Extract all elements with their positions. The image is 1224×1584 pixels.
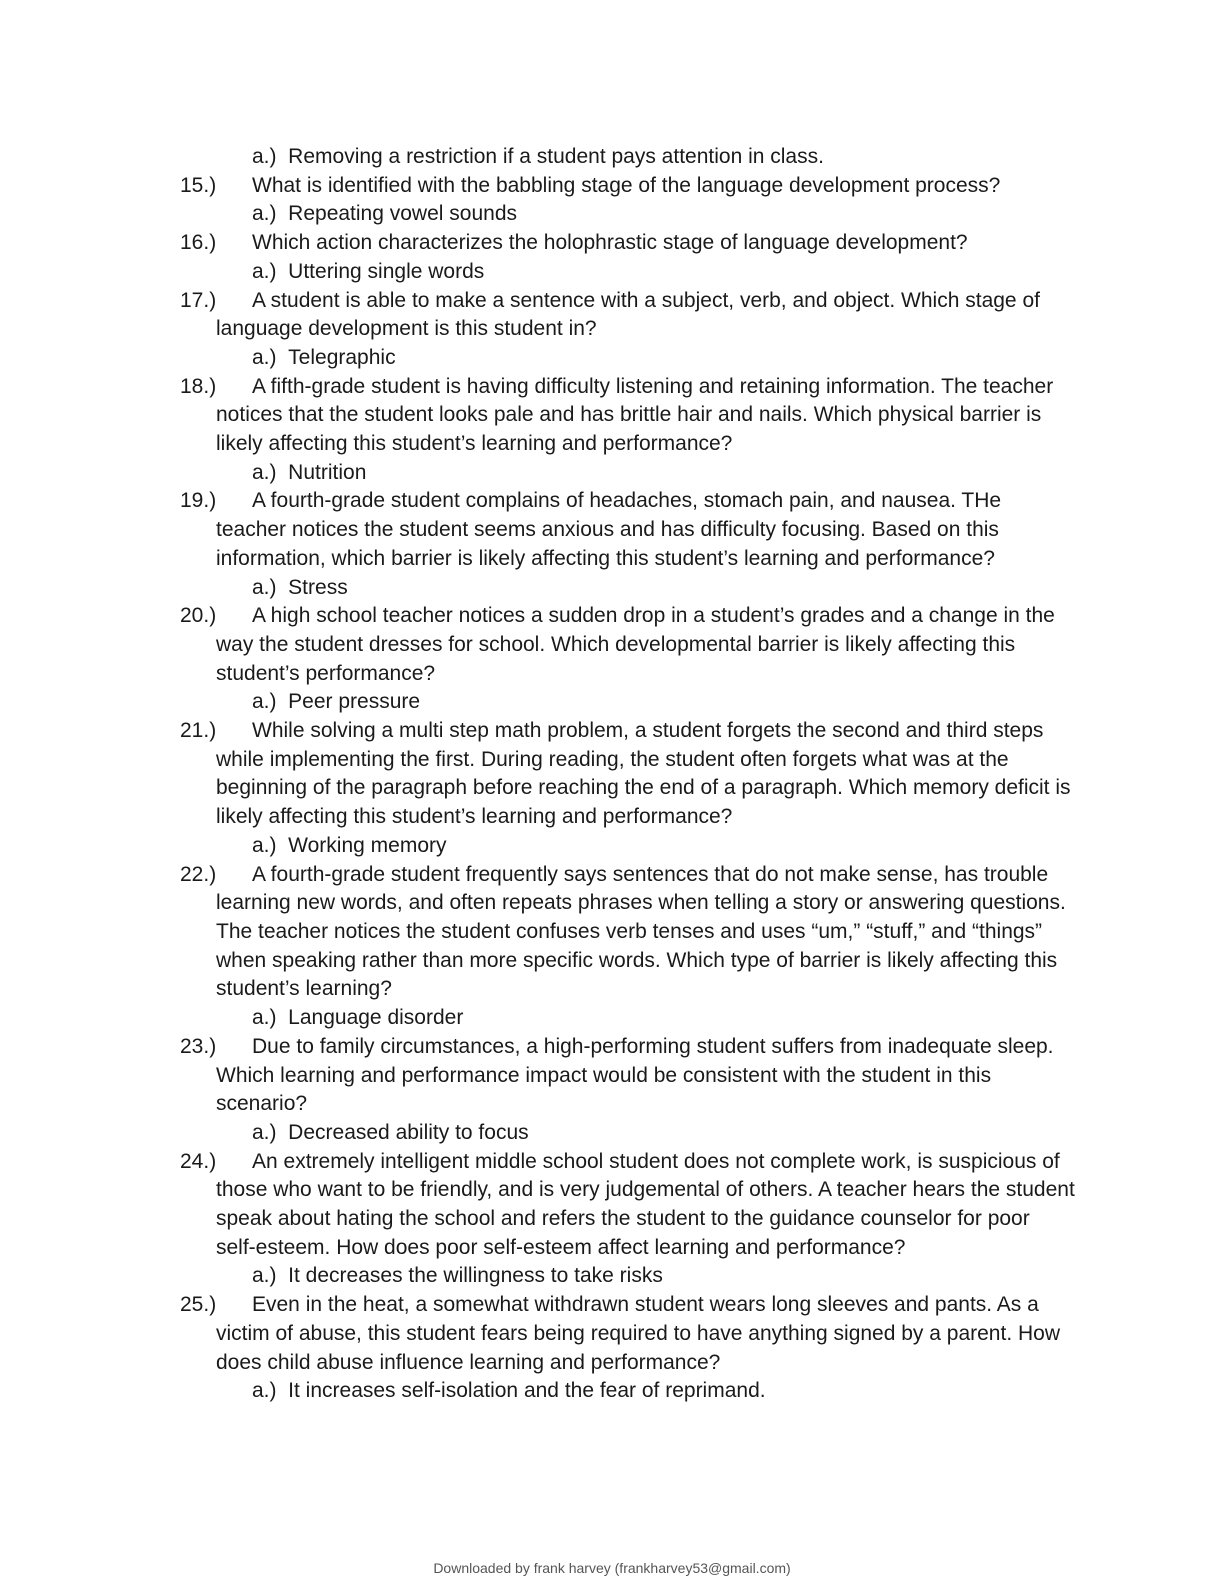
question-text: Which action characterizes the holophrastic stage of language development? [252,231,968,255]
question-15 [180,172,1075,201]
download-footer: Downloaded by frank harvey (frankharvey53@gmail.com) [433,1560,791,1576]
question-16 [180,229,1075,258]
question-19 [180,487,1075,573]
answer-24: a.) It decreases the willingness to take risks [252,1264,663,1288]
question-number: 22.) [180,862,217,886]
question-item-16 [180,229,1075,286]
question-25 [180,1291,1075,1377]
question-item-21 [180,717,1075,861]
question-text: A high school teacher notices a sudden drop in a student’s grades and a change in the way the student dresses for school. Which developmental barrier is likely affecting this student’s performance? [216,604,1055,685]
question-text: A fifth-grade student is having difficulty listening and retaining information. The teacher notices that the student looks pale and has brittle hair and nails. Which physical barrier is likely affecting this student’s learning and performance? [216,374,1054,456]
question-22 [180,861,1075,1005]
answer-21: a.) Working memory [252,833,447,857]
question-text: A fourth-grade student frequently says sentences that do not make sense, has trouble learning new words, and often repeats phrases when telling a story or answering questions. The teacher notices the student confuses verb tenses and uses “um,” “stuff,” and “things” when speaking rather than more specific words. Which type of barrier is likely affecting this student’s learning? [216,862,1066,1001]
question-item-17 [180,287,1075,373]
answer-23: a.) Decreased ability to focus [252,1120,529,1144]
answer-19: a.) Stress [252,575,348,599]
question-list [180,143,1075,1406]
question-number: 17.) [180,288,217,312]
question-item-22 [180,861,1075,1033]
question-21 [180,717,1075,832]
question-text: Even in the heat, a somewhat withdrawn student wears long sleeves and pants. As a victim of abuse, this student fears being required to have anything signed by a parent. How does child abuse influence learning and performance? [216,1293,1060,1374]
answer-20: a.) Peer pressure [252,690,421,714]
answer-15: a.) Repeating vowel sounds [252,202,517,226]
question-number: 15.) [180,173,217,197]
question-text: A fourth-grade student complains of headaches, stomach pain, and nausea. THe teacher notices the student seems anxious and has difficulty focusing. Based on this information, which barrier is likely affecting this student’s learning and performance? [216,489,1002,570]
answer-25: a.) It increases self-isolation and the fear of reprimand. [252,1379,766,1403]
question-item-18 [180,373,1075,488]
question-23 [180,1033,1075,1119]
answer-18: a.) Nutrition [252,460,367,484]
question-item-24 [180,1148,1075,1292]
answer-14: a.) Removing a restriction if a student pays attention in class. [252,145,824,168]
question-text: An extremely intelligent middle school student does not complete work, is suspicious of those who want to be friendly, and is very judgemental of others. A teacher hears the student speak about hating the school and refers the student to the guidance counselor for poor self-esteem. How does poor self-esteem affect learning and performance? [216,1149,1075,1259]
answer-16: a.) Uttering single words [252,259,485,283]
question-text: Due to family circumstances, a high-performing student suffers from inadequate sleep. Which learning and performance impact would be consistent with the student in this scenario? [216,1034,1054,1116]
question-17 [180,287,1075,344]
question-item-23 [180,1033,1075,1148]
question-20 [180,602,1075,688]
answer-17: a.) Telegraphic [252,345,396,369]
question-text: A student is able to make a sentence with a subject, verb, and object. Which stage of language development is this student in? [216,288,1040,341]
question-number: 19.) [180,489,217,513]
question-item-19 [180,487,1075,602]
question-24 [180,1148,1075,1263]
question-item-15 [180,172,1075,229]
question-number: 21.) [180,719,217,743]
question-number: 25.) [180,1293,217,1317]
question-text: What is identified with the babbling stage of the language development process? [252,173,1001,197]
question-item-25 [180,1291,1075,1406]
question-text: While solving a multi step math problem, a student forgets the second and third steps while implementing the first. During reading, the student often forgets what was at the beginning of the paragraph before reaching the end of a paragraph. Which memory deficit is likely affecting this student’s learning and performance? [216,719,1071,829]
question-18 [180,373,1075,459]
question-number: 18.) [180,374,217,398]
question-number: 16.) [180,231,217,255]
question-item-20 [180,602,1075,717]
question-number: 24.) [180,1149,217,1173]
question-number: 23.) [180,1034,217,1058]
question-number: 20.) [180,604,217,628]
answer-22: a.) Language disorder [252,1006,464,1030]
